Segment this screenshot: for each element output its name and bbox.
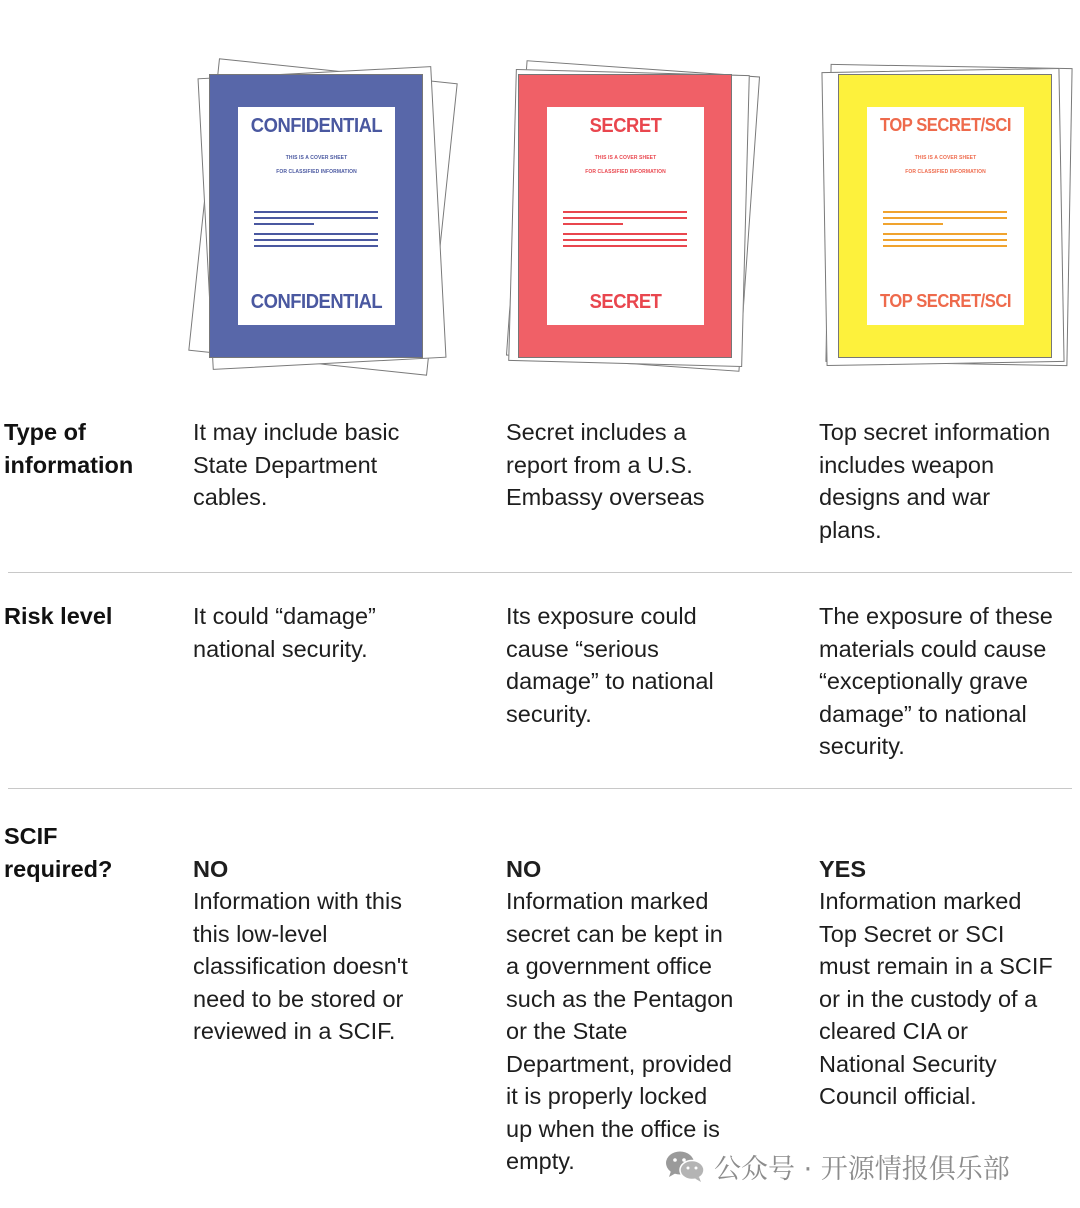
- scif-detail-secret: Information marked secret can be kept in a government office such as the Pentagon or the State Department, provided it is properly locked up when the office is empty.: [506, 888, 734, 1174]
- cover-sheet-secret: [502, 58, 762, 378]
- scif-detail-confidential: Information with this this low-level classification doesn't need to be stored or reviewed in a SCIF.: [193, 888, 408, 1044]
- text-rule: [883, 223, 943, 225]
- cover-sheet-note: THIS IS A COVER SHEET: [914, 155, 977, 161]
- text-rule: [563, 223, 623, 225]
- scif-verdict-secret: NO: [506, 855, 542, 882]
- watermark-text: 公众号 · 开源情报俱乐部: [714, 1153, 1010, 1185]
- text-rule: [254, 233, 378, 235]
- classification-label-bottom: SECRET: [589, 291, 662, 313]
- row-label-risk-level: Risk level: [4, 603, 113, 629]
- cover-paper: [238, 107, 395, 325]
- scif-top-secret: [819, 820, 1077, 1113]
- row-divider: [8, 572, 1072, 573]
- row-label-scif-required: SCIF required?: [4, 823, 113, 882]
- text-rule: [254, 217, 378, 219]
- row-divider: [8, 788, 1072, 789]
- scif-verdict-confidential: NO: [193, 855, 229, 882]
- watermark: [664, 1146, 1010, 1186]
- cover-paper: [867, 107, 1024, 325]
- text-rule: [254, 211, 378, 213]
- text-rule: [883, 211, 1007, 213]
- cover-sheet-note: THIS IS A COVER SHEET: [285, 155, 348, 161]
- wechat-icon: [664, 1149, 706, 1183]
- cover-sheet-note: FOR CLASSIFIED INFORMATION: [276, 169, 357, 175]
- risk-confidential: It could “damage” national security.: [193, 603, 376, 662]
- text-rule: [883, 233, 1007, 235]
- classification-label-bottom: TOP SECRET/SCI: [880, 291, 1011, 311]
- cover-sheet-top-secret: [822, 58, 1080, 378]
- text-rule: [883, 217, 1007, 219]
- scif-confidential: [193, 820, 493, 1048]
- cover-frame: [209, 74, 423, 358]
- text-rule: [563, 239, 687, 241]
- cover-sheet-note: FOR CLASSIFIED INFORMATION: [585, 169, 666, 175]
- risk-secret: Its exposure could cause “serious damage” to national security.: [506, 603, 714, 727]
- cover-sheet-note: FOR CLASSIFIED INFORMATION: [905, 169, 986, 175]
- text-rule: [254, 223, 314, 225]
- cover-frame: [518, 74, 732, 358]
- classification-label-top: SECRET: [589, 115, 662, 137]
- text-rule: [883, 239, 1007, 241]
- text-rule: [254, 239, 378, 241]
- cover-frame: [838, 74, 1052, 358]
- text-rule: [883, 245, 1007, 247]
- cover-sheet-confidential: [193, 58, 453, 378]
- scif-secret: [506, 820, 806, 1178]
- text-rule: [563, 217, 687, 219]
- scif-verdict-top-secret: YES: [819, 855, 867, 882]
- type-secret: Secret includes a report from a U.S. Embassy overseas: [506, 419, 705, 510]
- scif-detail-top-secret: Information marked Top Secret or SCI must remain in a SCIF or in the custody of a cleared CIA or National Security Council official.: [819, 888, 1053, 1109]
- text-rule: [563, 211, 687, 213]
- type-confidential: It may include basic State Department cables.: [193, 419, 400, 510]
- text-rule: [254, 245, 378, 247]
- cover-sheet-note: THIS IS A COVER SHEET: [594, 155, 657, 161]
- cover-paper: [547, 107, 704, 325]
- classification-label-top: CONFIDENTIAL: [250, 115, 383, 137]
- text-rule: [563, 233, 687, 235]
- risk-top-secret: The exposure of these materials could cause “exceptionally grave damage” to national security.: [819, 603, 1053, 759]
- classification-label-bottom: CONFIDENTIAL: [250, 291, 383, 313]
- row-label-type-of-information: Type of information: [4, 419, 134, 478]
- type-top-secret: Top secret information includes weapon designs and war plans.: [819, 419, 1051, 543]
- text-rule: [563, 245, 687, 247]
- classification-label-top: TOP SECRET/SCI: [880, 115, 1011, 135]
